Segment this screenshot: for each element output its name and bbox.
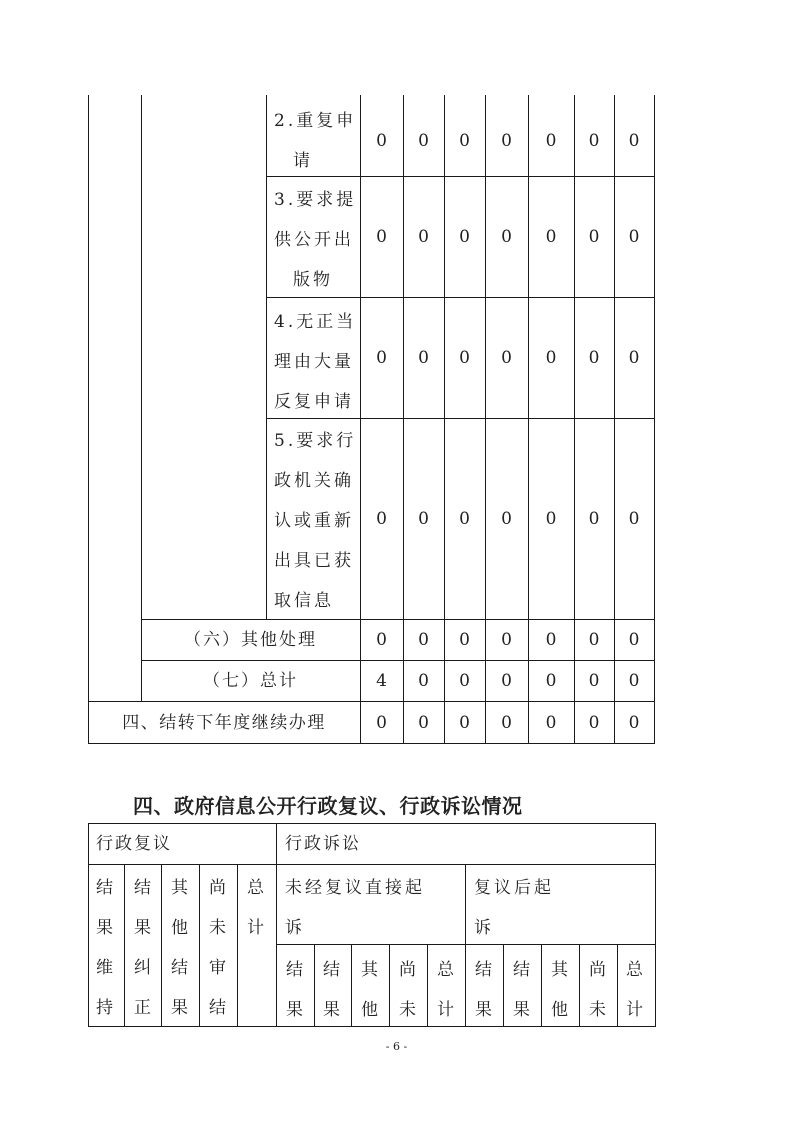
value-cell: 0 — [545, 348, 557, 368]
label-line: 请 — [293, 151, 313, 171]
table-rule — [541, 944, 542, 1027]
row-label — [274, 180, 356, 300]
value-cell: 0 — [418, 131, 429, 151]
col-char: 总 — [247, 878, 267, 898]
table-rule — [351, 944, 352, 1027]
col-char: 果 — [475, 1000, 495, 1020]
value-cell: 0 — [545, 509, 557, 529]
row-label: （七）总计 — [203, 671, 298, 691]
table-rule — [141, 95, 142, 702]
col-char: 他 — [551, 1000, 571, 1020]
table-rule — [579, 944, 580, 1027]
label-line: 取信息 — [274, 591, 334, 611]
table-rule — [654, 95, 655, 744]
value-cell: 0 — [459, 671, 470, 691]
review-col — [96, 868, 116, 1028]
col-char: 总 — [437, 960, 457, 980]
review-col — [171, 868, 191, 1028]
value-cell: 0 — [418, 227, 429, 247]
col-char: 果 — [134, 918, 154, 938]
value-cell: 0 — [588, 509, 600, 529]
col-char: 计 — [247, 918, 267, 938]
row-label — [274, 101, 356, 181]
label-line: 3.要求提 — [274, 190, 357, 210]
value-cell: 4 — [376, 671, 387, 691]
label-line: 反复申请 — [274, 392, 354, 412]
label-line: 2.重复申 — [274, 111, 357, 131]
value-cell: 0 — [418, 712, 429, 733]
value-cell: 0 — [628, 509, 640, 529]
table-rule — [88, 823, 89, 1027]
table-rule — [88, 95, 89, 744]
value-cell: 0 — [501, 509, 512, 529]
after-col — [626, 950, 646, 1030]
value-cell: 0 — [545, 131, 557, 151]
col-char: 结 — [134, 878, 154, 898]
row-label — [274, 302, 356, 422]
table-rule — [237, 864, 238, 1027]
value-cell: 0 — [376, 227, 387, 247]
col-char: 纠 — [134, 958, 154, 978]
value-cell: 0 — [588, 348, 600, 368]
col-char: 结 — [286, 960, 306, 980]
header-line: 诉 — [474, 918, 494, 938]
col-char: 尚 — [209, 878, 229, 898]
value-cell: 0 — [588, 630, 600, 650]
table-rule — [88, 823, 655, 824]
after-review-litigation-header — [474, 868, 554, 948]
value-cell: 0 — [628, 131, 640, 151]
col-char: 结 — [171, 958, 191, 978]
value-cell: 0 — [376, 348, 387, 368]
direct-litigation-header — [285, 868, 425, 948]
header-line: 未经复议直接起 — [285, 878, 425, 898]
value-cell: 0 — [459, 131, 470, 151]
value-cell: 0 — [628, 630, 640, 650]
col-char: 未 — [399, 1000, 419, 1020]
value-cell: 0 — [545, 671, 557, 691]
table-rule — [88, 864, 655, 865]
value-cell: 0 — [501, 712, 512, 733]
col-char: 尚 — [399, 960, 419, 980]
col-char: 尚 — [589, 960, 609, 980]
row-label: 四、结转下年度继续办理 — [122, 712, 326, 733]
value-cell: 0 — [588, 671, 600, 691]
table-rule — [655, 823, 656, 1027]
col-char: 结 — [209, 998, 229, 1018]
value-cell: 0 — [501, 630, 512, 650]
litigation-header: 行政诉讼 — [285, 834, 361, 854]
table-rule — [389, 944, 390, 1027]
col-char: 他 — [171, 918, 191, 938]
direct-col — [399, 950, 419, 1030]
table-rule — [465, 864, 466, 1027]
label-line: 出具已获 — [274, 551, 354, 571]
section-title: 四、政府信息公开行政复议、行政诉讼情况 — [133, 794, 523, 818]
after-col — [589, 950, 609, 1030]
review-header: 行政复议 — [96, 834, 172, 854]
label-line: 4.无正当 — [274, 312, 357, 332]
header-line: 复议后起 — [474, 878, 554, 898]
direct-col — [437, 950, 457, 1030]
label-line: 认或重新 — [274, 511, 354, 531]
col-char: 计 — [626, 1000, 646, 1020]
value-cell: 0 — [628, 227, 640, 247]
table-rule — [617, 944, 618, 1027]
value-cell: 0 — [501, 131, 512, 151]
col-char: 果 — [171, 998, 191, 1018]
header-line: 诉 — [285, 918, 305, 938]
value-cell: 0 — [545, 712, 557, 733]
value-cell: 0 — [501, 671, 512, 691]
value-cell: 0 — [418, 630, 429, 650]
value-cell: 0 — [418, 671, 429, 691]
value-cell: 0 — [376, 630, 387, 650]
after-col — [475, 950, 495, 1030]
after-col — [513, 950, 533, 1030]
col-char: 果 — [96, 918, 116, 938]
direct-col — [323, 950, 343, 1030]
value-cell: 0 — [459, 227, 470, 247]
col-char: 维 — [96, 958, 116, 978]
value-cell: 0 — [588, 712, 600, 733]
review-col — [247, 868, 267, 948]
table-rule — [88, 743, 654, 744]
table-rule — [124, 864, 125, 1027]
col-char: 持 — [96, 998, 116, 1018]
col-char: 其 — [361, 960, 381, 980]
value-cell: 0 — [501, 227, 512, 247]
col-char: 果 — [513, 1000, 533, 1020]
col-char: 结 — [513, 960, 533, 980]
value-cell: 0 — [459, 509, 470, 529]
table-rule — [199, 864, 200, 1027]
label-line: 供公开出 — [274, 230, 354, 250]
table-rule — [266, 95, 267, 620]
col-char: 结 — [475, 960, 495, 980]
col-char: 未 — [209, 918, 229, 938]
col-char: 审 — [209, 958, 229, 978]
value-cell: 0 — [459, 712, 470, 733]
col-char: 结 — [96, 878, 116, 898]
col-char: 果 — [323, 1000, 343, 1020]
value-cell: 0 — [376, 131, 387, 151]
review-col — [209, 868, 229, 1028]
col-char: 计 — [437, 1000, 457, 1020]
row-label: （六）其他处理 — [184, 630, 317, 650]
label-line: 政机关确 — [274, 471, 354, 491]
col-char: 果 — [286, 1000, 306, 1020]
value-cell: 0 — [459, 348, 470, 368]
value-cell: 0 — [376, 712, 387, 733]
value-cell: 0 — [418, 348, 429, 368]
value-cell: 0 — [501, 348, 512, 368]
value-cell: 0 — [628, 712, 640, 733]
table-rule — [427, 944, 428, 1027]
direct-col — [286, 950, 306, 1030]
value-cell: 0 — [588, 131, 600, 151]
review-col — [134, 868, 154, 1028]
direct-col — [361, 950, 381, 1030]
col-char: 其 — [551, 960, 571, 980]
value-cell: 0 — [545, 630, 557, 650]
value-cell: 0 — [545, 227, 557, 247]
page-number: - 6 - — [385, 1040, 408, 1053]
label-line: 理由大量 — [274, 352, 354, 372]
table-rule — [276, 823, 277, 1027]
table-rule — [314, 944, 315, 1027]
col-char: 结 — [323, 960, 343, 980]
table-rule — [161, 864, 162, 1027]
value-cell: 0 — [628, 671, 640, 691]
value-cell: 0 — [376, 509, 387, 529]
value-cell: 0 — [459, 630, 470, 650]
col-char: 未 — [589, 1000, 609, 1020]
col-char: 总 — [626, 960, 646, 980]
col-char: 他 — [361, 1000, 381, 1020]
value-cell: 0 — [418, 509, 429, 529]
col-char: 其 — [171, 878, 191, 898]
label-line: 5.要求行 — [274, 431, 357, 451]
label-line: 版物 — [293, 270, 333, 290]
row-label — [274, 421, 356, 621]
col-char: 正 — [134, 998, 154, 1018]
value-cell: 0 — [628, 348, 640, 368]
table-rule — [503, 944, 504, 1027]
value-cell: 0 — [588, 227, 600, 247]
after-col — [551, 950, 571, 1030]
